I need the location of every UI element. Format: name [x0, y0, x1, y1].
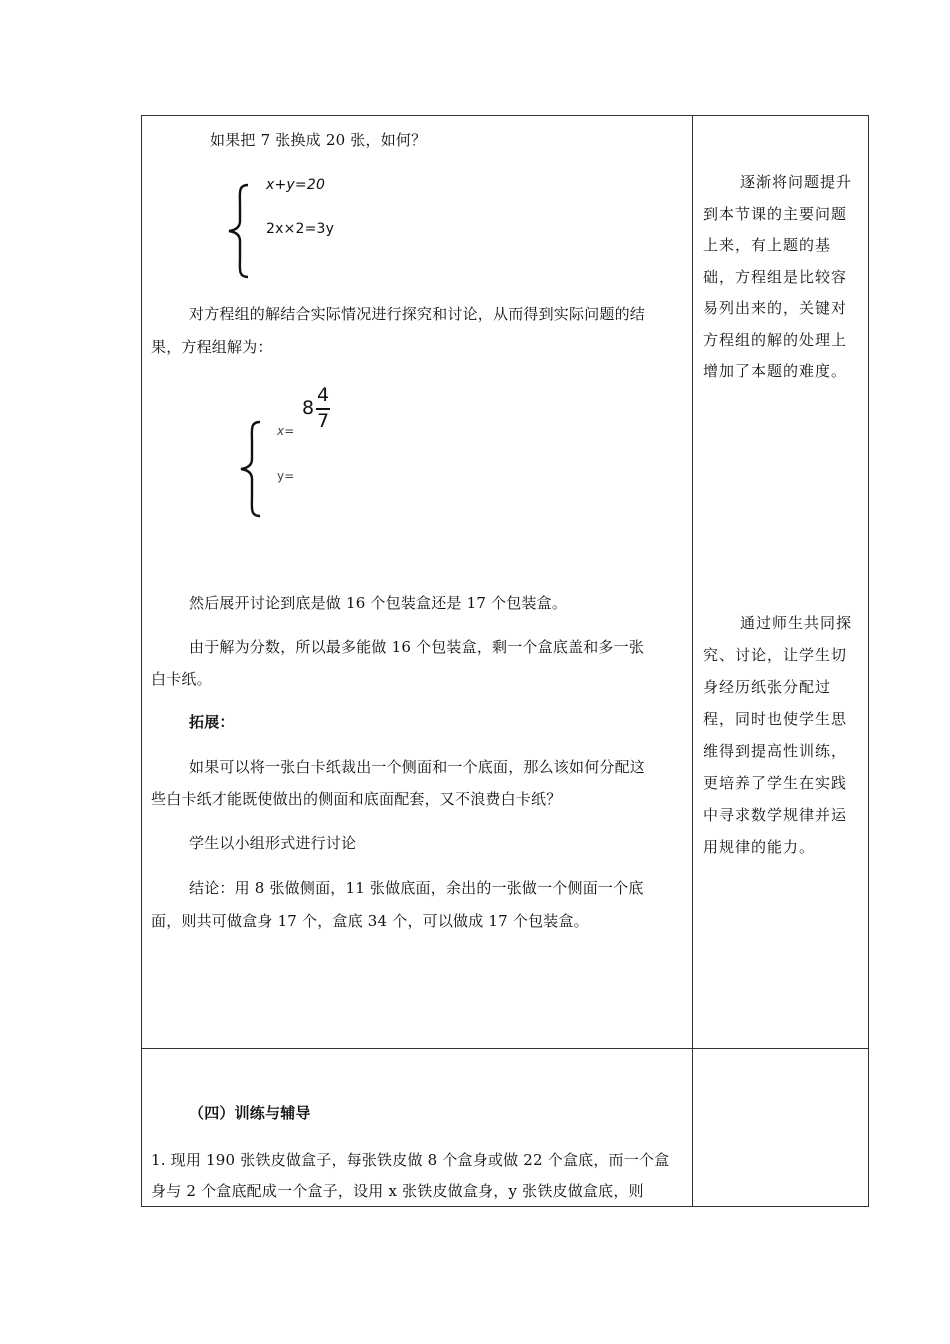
- equation-1: x+y=20: [266, 177, 326, 193]
- side-note-1-line: 增加了本题的难度。: [703, 362, 848, 380]
- side-note-2-line: 身经历纸张分配过: [703, 678, 832, 696]
- paragraph-extend-line1: 如果可以将一张白卡纸裁出一个侧面和一个底面，那么该如何分配这: [189, 758, 646, 776]
- side-note-2-line: 中寻求数学规律并运: [703, 806, 848, 824]
- table-top-border: [141, 115, 869, 116]
- side-note-1-line: 逐渐将问题提升: [740, 173, 853, 191]
- left-brace: [238, 420, 264, 518]
- solution-y-label: y=: [277, 469, 295, 483]
- paragraph-conclusion-line2: 面，则共可做盒身 17 个，盒底 34 个，可以做成 17 个包装盒。: [151, 912, 589, 930]
- side-note-1-line: 础，方程组是比较容: [703, 268, 848, 286]
- side-note-1-line: 到本节课的主要问题: [703, 205, 848, 223]
- paragraph-explore-line2: 果，方程组解为：: [151, 338, 273, 356]
- mixed-number: [302, 386, 342, 434]
- side-note-1-line: 方程组的解的处理上: [703, 331, 848, 349]
- paragraph-explore-line1: 对方程组的解结合实际情况进行探究和讨论，从而得到实际问题的结: [189, 305, 646, 323]
- paragraph-conclusion-line1: 结论：用 8 张做侧面，11 张做底面，余出的一张做一个侧面一个底: [189, 879, 644, 897]
- side-note-2-line: 维得到提高性训练，: [703, 742, 848, 760]
- left-brace: [226, 183, 252, 279]
- paragraph-fraction-line2: 白卡纸。: [151, 670, 212, 688]
- section-title: （四）训练与辅导: [189, 1104, 311, 1122]
- heading-extend: 拓展：: [189, 713, 235, 731]
- paragraph-discuss: 然后展开讨论到底是做 16 个包装盒还是 17 个包装盒。: [189, 594, 568, 612]
- paragraph-fraction-line1: 由于解为分数，所以最多能做 16 个包装盒，剩一个盒底盖和多一张: [189, 638, 645, 656]
- side-note-1-line: 易列出来的，关键对: [703, 299, 848, 317]
- paragraph-intro: 如果把 7 张换成 20 张，如何？: [210, 131, 427, 149]
- table-left-border: [141, 115, 142, 1207]
- denominator: 7: [316, 410, 330, 432]
- equation-2: 2x×2=3y: [266, 221, 335, 237]
- numerator: 4: [316, 384, 330, 406]
- whole-part: 8: [302, 397, 315, 419]
- table-row-divider: [141, 1048, 869, 1049]
- solution-x-label: x=: [277, 424, 295, 438]
- side-note-2-line: 通过师生共同探: [740, 614, 853, 632]
- table-column-divider: [692, 115, 693, 1207]
- side-note-2-line: 更培养了学生在实践: [703, 774, 848, 792]
- side-note-2-line: 用规律的能力。: [703, 838, 816, 856]
- question-1-line2: 身与 2 个盒底配成一个盒子，设用 x 张铁皮做盒身，y 张铁皮做盒底，则: [151, 1182, 644, 1200]
- side-note-1-line: 上来，有上题的基: [703, 236, 832, 254]
- side-note-2-line: 究、讨论，让学生切: [703, 646, 848, 664]
- side-note-2-line: 程，同时也使学生思: [703, 710, 848, 728]
- table-bottom-border: [141, 1206, 869, 1207]
- question-1-line1: 1. 现用 190 张铁皮做盒子，每张铁皮做 8 个盒身或做 22 个盒底，而一个盒: [151, 1151, 670, 1169]
- paragraph-extend-line2: 些白卡纸才能既使做出的侧面和底面配套，又不浪费白卡纸？: [151, 790, 562, 808]
- paragraph-group: 学生以小组形式进行讨论: [189, 834, 357, 852]
- table-right-border: [868, 115, 869, 1207]
